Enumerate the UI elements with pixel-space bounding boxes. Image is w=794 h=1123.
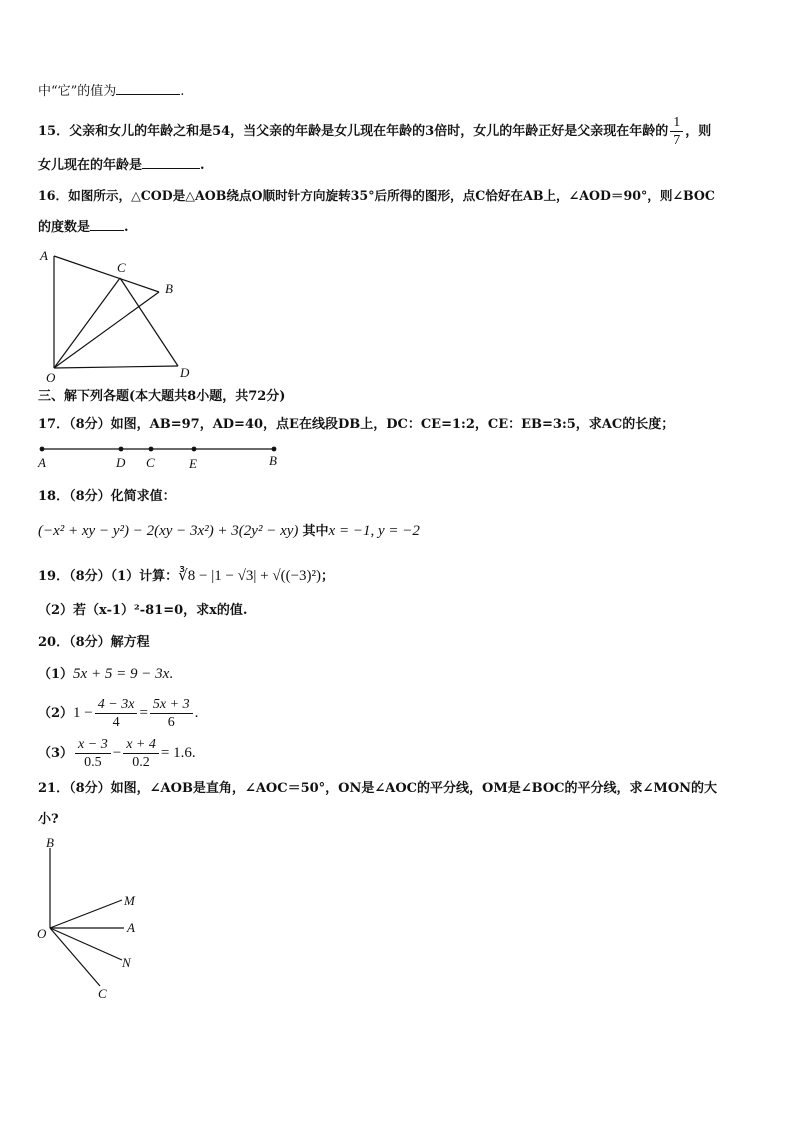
q19-part2: （2）若（x-1）²-81=0，求x的值. xyxy=(38,603,248,618)
q14-tail-text: 中“它”的值为 xyxy=(38,84,117,99)
label-E: E xyxy=(189,456,197,471)
q18-title: 18．（8分）化简求值： xyxy=(38,489,176,504)
label-B: B xyxy=(269,453,277,468)
answer-blank xyxy=(142,156,200,169)
q15-line1 xyxy=(38,114,711,149)
q18-condition: x = −1, y = −2 xyxy=(328,523,420,539)
q18-condition-prefix: 其中 xyxy=(302,524,329,539)
q19-part1-expression: ∛8 − |1 − √3| + √((−3)²) xyxy=(178,568,322,584)
segment-OC xyxy=(54,278,120,368)
q20-p1-label: （1） xyxy=(38,667,74,682)
frac-den: 0.2 xyxy=(132,755,150,770)
q14-tail-end: . xyxy=(180,84,185,99)
q15-frac-num: 1 xyxy=(670,114,683,132)
q15-text-a: 15．父亲和女儿的年龄之和是54，当父亲的年龄是女儿现在年龄的3倍时，女儿的年龄正好是父亲现在年龄的 xyxy=(38,124,669,139)
q19-part1-prefix: 19．（8分）（1）计算： xyxy=(38,569,179,584)
q16-line2 xyxy=(38,218,129,238)
q20-title: 20．（8分）解方程 xyxy=(38,635,150,650)
frac-num: 4 − 3x xyxy=(95,696,138,714)
point-A xyxy=(40,447,45,452)
q15-text-b: ，则 xyxy=(685,124,712,139)
q15-line2 xyxy=(38,156,205,176)
q15-fraction xyxy=(670,114,683,149)
q17-text: 17．（8分）如图，AB=97，AD=40，点E在线段DB上，DC：CE=1:2，CE：EB=3:5，求AC的长度； xyxy=(38,417,675,432)
q20-part2: （2）1 − $\frac{4 - 3x}{4}$ = $\frac{5x + 3}{6}$ . xyxy=(38,697,199,730)
q20-p3-label: （3） xyxy=(38,746,74,761)
q20-p2-fraction-2 xyxy=(150,696,193,731)
frac-num: x − 3 xyxy=(75,736,111,754)
frac-den: 4 xyxy=(112,715,120,730)
label-A: A xyxy=(127,920,135,935)
label-C: C xyxy=(98,986,107,1001)
segment-AB xyxy=(54,256,159,292)
q18-expression: (−x² + xy − y²) − 2(xy − 3x²) + 3(2y² − xy) xyxy=(38,523,299,539)
q21-line1: 21．（8分）如图，∠AOB是直角，∠AOC＝50°，ON是∠AOC的平分线，OM是∠BOC的平分线，求∠MON的大 xyxy=(38,781,718,796)
label-O: O xyxy=(46,370,56,384)
frac-den: 6 xyxy=(167,715,175,730)
label-A: A xyxy=(40,248,48,263)
q16-line1: 16．如图所示，△COD是△AOB绕点O顺时针方向旋转35°后所得的图形，点C恰好在AB上，∠AOD＝90°，则∠BOC xyxy=(38,188,715,203)
point-D xyxy=(119,447,124,452)
label-N: N xyxy=(122,955,131,970)
label-C: C xyxy=(146,455,155,470)
q20-p3-rhs: = 1.6 xyxy=(160,745,192,761)
q16-end: . xyxy=(124,220,129,235)
point-E xyxy=(192,447,197,452)
ray-ON xyxy=(50,928,122,960)
point-C xyxy=(149,447,154,452)
q20-p2-fraction-1 xyxy=(95,696,138,731)
label-D: D xyxy=(180,365,190,380)
ray-OC xyxy=(50,928,100,986)
q20-p3-fraction-1 xyxy=(75,736,111,771)
q21-line2: 小? xyxy=(38,812,59,827)
label-M: M xyxy=(124,893,135,908)
frac-num: 5x + 3 xyxy=(150,696,193,714)
segment-OD xyxy=(54,366,178,368)
q20-p2-lhs: 1 − xyxy=(73,705,93,721)
answer-blank xyxy=(90,218,124,231)
label-C: C xyxy=(117,260,126,275)
point-B xyxy=(272,447,277,452)
q15-end: . xyxy=(200,158,205,173)
frac-num: x + 4 xyxy=(123,736,159,754)
q21-angle-figure xyxy=(34,834,154,1004)
q20-p3-fraction-2 xyxy=(123,736,159,771)
q20-part1: （1）5x + 5 = 9 − 3x. xyxy=(38,666,173,682)
label-O: O xyxy=(37,926,47,941)
label-D: D xyxy=(116,455,126,470)
answer-blank xyxy=(116,82,180,95)
ray-OM xyxy=(50,900,122,928)
q20-p1-expression: 5x + 5 = 9 − 3x xyxy=(73,666,170,682)
q16-line2-text: 的度数是 xyxy=(38,220,91,235)
label-B: B xyxy=(165,281,173,296)
label-B: B xyxy=(46,835,54,850)
q16-rotation-figure xyxy=(34,244,204,384)
q20-part3: （3） $\frac{x - 3}{0.5}$ − $\frac{x + 4}{0.2}$ = 1.6. xyxy=(38,737,196,770)
q18-expression-line xyxy=(38,521,420,542)
section-3-heading: 三、解下列各题(本大题共8小题，共72分) xyxy=(38,389,286,404)
q19-part1 xyxy=(38,566,334,587)
q17-segment-figure xyxy=(34,442,284,472)
q19-part1-end: ； xyxy=(321,569,335,584)
label-A: A xyxy=(38,455,46,470)
frac-den: 0.5 xyxy=(84,755,102,770)
q20-p2-label: （2） xyxy=(38,706,74,721)
q15-frac-den: 7 xyxy=(673,133,681,148)
segment-OB xyxy=(54,292,159,368)
q15-line2-text: 女儿现在的年龄是 xyxy=(38,158,143,173)
q14-tail-line xyxy=(38,82,184,102)
